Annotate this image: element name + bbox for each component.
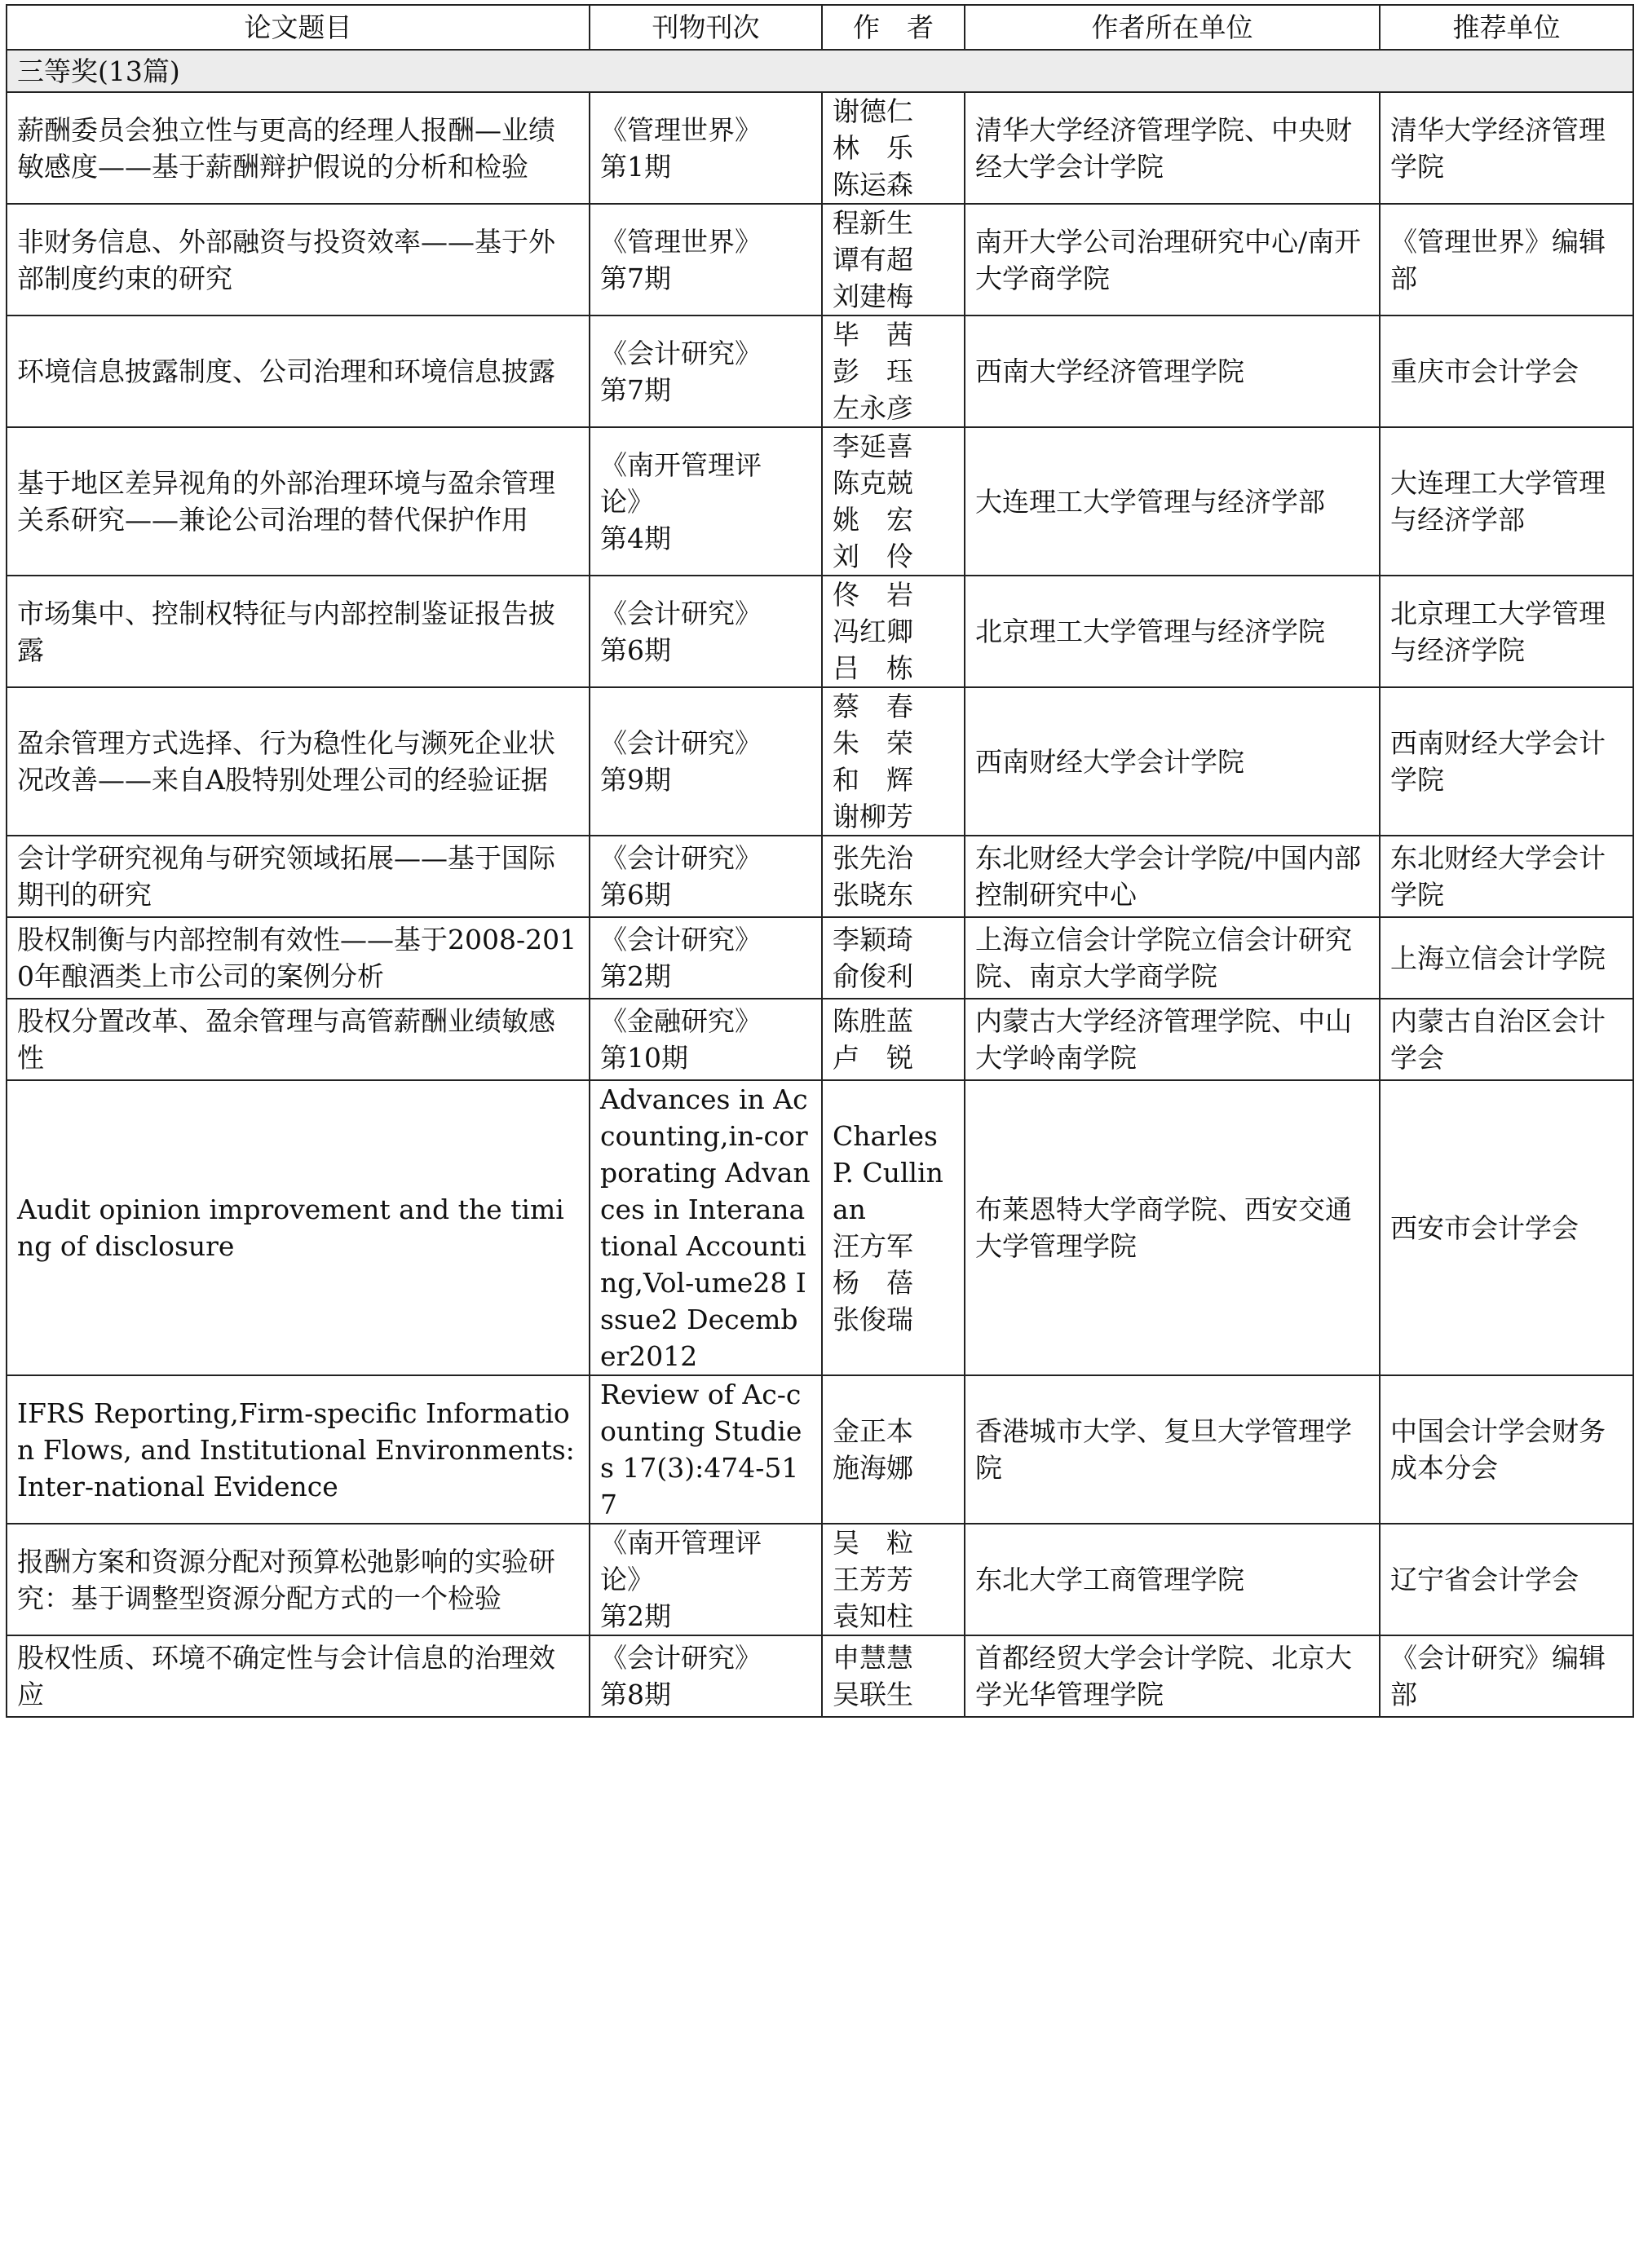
cell-title: 盈余管理方式选择、行为稳性化与濒死企业状况改善——来自A股特别处理公司的经验证据 [7, 687, 590, 836]
cell-recommender: 上海立信会计学院 [1380, 917, 1633, 999]
table-row [7, 427, 1633, 576]
table-row [7, 1524, 1633, 1635]
header-recommender: 推荐单位 [1380, 5, 1633, 50]
table-row [7, 204, 1633, 315]
award-table [6, 4, 1634, 1718]
cell-recommender: 清华大学经济管理学院 [1380, 92, 1633, 204]
cell-recommender: 《会计研究》编辑部 [1380, 1635, 1633, 1717]
cell-title: 会计学研究视角与研究领域拓展——基于国际期刊的研究 [7, 836, 590, 917]
cell-journal: 《会计研究》 第2期 [590, 917, 822, 999]
cell-affiliation: 内蒙古大学经济管理学院、中山大学岭南学院 [965, 999, 1380, 1080]
header-journal: 刊物刊次 [590, 5, 822, 50]
cell-affiliation: 南开大学公司治理研究中心/南开大学商学院 [965, 204, 1380, 315]
cell-journal: 《会计研究》 第6期 [590, 576, 822, 687]
cell-recommender: 中国会计学会财务成本分会 [1380, 1375, 1633, 1524]
cell-affiliation: 东北财经大学会计学院/中国内部控制研究中心 [965, 836, 1380, 917]
cell-title: 股权性质、环境不确定性与会计信息的治理效应 [7, 1635, 590, 1717]
table-row [7, 687, 1633, 836]
table-row [7, 999, 1633, 1080]
table-row [7, 92, 1633, 204]
cell-title: 报酬方案和资源分配对预算松弛影响的实验研究：基于调整型资源分配方式的一个检验 [7, 1524, 590, 1635]
cell-recommender: 《管理世界》编辑部 [1380, 204, 1633, 315]
table-row [7, 1080, 1633, 1375]
cell-journal: 《金融研究》 第10期 [590, 999, 822, 1080]
cell-authors: 谢德仁 林 乐 陈运森 [822, 92, 965, 204]
cell-authors: CharlesP. Cullinan 汪方军 杨 蓓 张俊瑞 [822, 1080, 965, 1375]
cell-title: Audit opinion improvement and the timing of disclosure [7, 1080, 590, 1375]
cell-authors: 申慧慧 吴联生 [822, 1635, 965, 1717]
cell-journal: 《会计研究》 第7期 [590, 315, 822, 427]
cell-authors: 蔡 春 朱 荣 和 辉 谢柳芳 [822, 687, 965, 836]
cell-title: 环境信息披露制度、公司治理和环境信息披露 [7, 315, 590, 427]
cell-title: 市场集中、控制权特征与内部控制鉴证报告披露 [7, 576, 590, 687]
cell-authors: 毕 茜 彭 珏 左永彦 [822, 315, 965, 427]
section-row [7, 50, 1633, 92]
cell-title: 薪酬委员会独立性与更高的经理人报酬—业绩敏感度——基于薪酬辩护假说的分析和检验 [7, 92, 590, 204]
cell-authors: 佟 岩 冯红卿 吕 栋 [822, 576, 965, 687]
header-authors: 作 者 [822, 5, 965, 50]
cell-affiliation: 北京理工大学管理与经济学院 [965, 576, 1380, 687]
cell-title: 基于地区差异视角的外部治理环境与盈余管理关系研究——兼论公司治理的替代保护作用 [7, 427, 590, 576]
cell-recommender: 内蒙古自治区会计学会 [1380, 999, 1633, 1080]
table-row [7, 315, 1633, 427]
cell-recommender: 西安市会计学会 [1380, 1080, 1633, 1375]
header-row [7, 5, 1633, 50]
cell-journal: 《会计研究》 第8期 [590, 1635, 822, 1717]
cell-journal: 《南开管理评论》 第2期 [590, 1524, 822, 1635]
cell-recommender: 辽宁省会计学会 [1380, 1524, 1633, 1635]
table-row [7, 1375, 1633, 1524]
cell-journal: 《会计研究》 第9期 [590, 687, 822, 836]
table-row [7, 836, 1633, 917]
cell-title: 非财务信息、外部融资与投资效率——基于外部制度约束的研究 [7, 204, 590, 315]
cell-recommender: 东北财经大学会计学院 [1380, 836, 1633, 917]
header-affiliation: 作者所在单位 [965, 5, 1380, 50]
cell-affiliation: 首都经贸大学会计学院、北京大学光华管理学院 [965, 1635, 1380, 1717]
cell-affiliation: 大连理工大学管理与经济学部 [965, 427, 1380, 576]
cell-recommender: 北京理工大学管理与经济学院 [1380, 576, 1633, 687]
table-row [7, 576, 1633, 687]
cell-title: 股权分置改革、盈余管理与高管薪酬业绩敏感性 [7, 999, 590, 1080]
cell-affiliation: 香港城市大学、复旦大学管理学院 [965, 1375, 1380, 1524]
cell-title: 股权制衡与内部控制有效性——基于2008-2010年酿酒类上市公司的案例分析 [7, 917, 590, 999]
table-row [7, 917, 1633, 999]
cell-authors: 程新生 谭有超 刘建梅 [822, 204, 965, 315]
cell-journal: Advances in Accounting,in-corporating Advances in Interanational Accounting,Vol-ume28 Issue2 December2012 [590, 1080, 822, 1375]
cell-affiliation: 西南大学经济管理学院 [965, 315, 1380, 427]
table-row [7, 1635, 1633, 1717]
cell-recommender: 重庆市会计学会 [1380, 315, 1633, 427]
cell-authors: 张先治 张晓东 [822, 836, 965, 917]
cell-affiliation: 西南财经大学会计学院 [965, 687, 1380, 836]
cell-title: IFRS Reporting,Firm-specific Information Flows, and Institutional Environments:Inter-national Evidence [7, 1375, 590, 1524]
cell-affiliation: 布莱恩特大学商学院、西安交通大学管理学院 [965, 1080, 1380, 1375]
cell-recommender: 大连理工大学管理与经济学部 [1380, 427, 1633, 576]
cell-journal: 《管理世界》 第1期 [590, 92, 822, 204]
cell-authors: 陈胜蓝 卢 锐 [822, 999, 965, 1080]
cell-authors: 李颖琦 俞俊利 [822, 917, 965, 999]
section-label: 三等奖(13篇) [7, 50, 1633, 92]
cell-authors: 李延喜 陈克兢 姚 宏 刘 伶 [822, 427, 965, 576]
cell-journal: 《管理世界》 第7期 [590, 204, 822, 315]
cell-authors: 吴 粒 王芳芳 袁知柱 [822, 1524, 965, 1635]
cell-authors: 金正本 施海娜 [822, 1375, 965, 1524]
cell-journal: 《会计研究》 第6期 [590, 836, 822, 917]
cell-journal: 《南开管理评论》 第4期 [590, 427, 822, 576]
cell-affiliation: 东北大学工商管理学院 [965, 1524, 1380, 1635]
cell-journal: Review of Ac-counting Studies 17(3):474-517 [590, 1375, 822, 1524]
cell-recommender: 西南财经大学会计学院 [1380, 687, 1633, 836]
header-title: 论文题目 [7, 5, 590, 50]
cell-affiliation: 上海立信会计学院立信会计研究院、南京大学商学院 [965, 917, 1380, 999]
cell-affiliation: 清华大学经济管理学院、中央财经大学会计学院 [965, 92, 1380, 204]
